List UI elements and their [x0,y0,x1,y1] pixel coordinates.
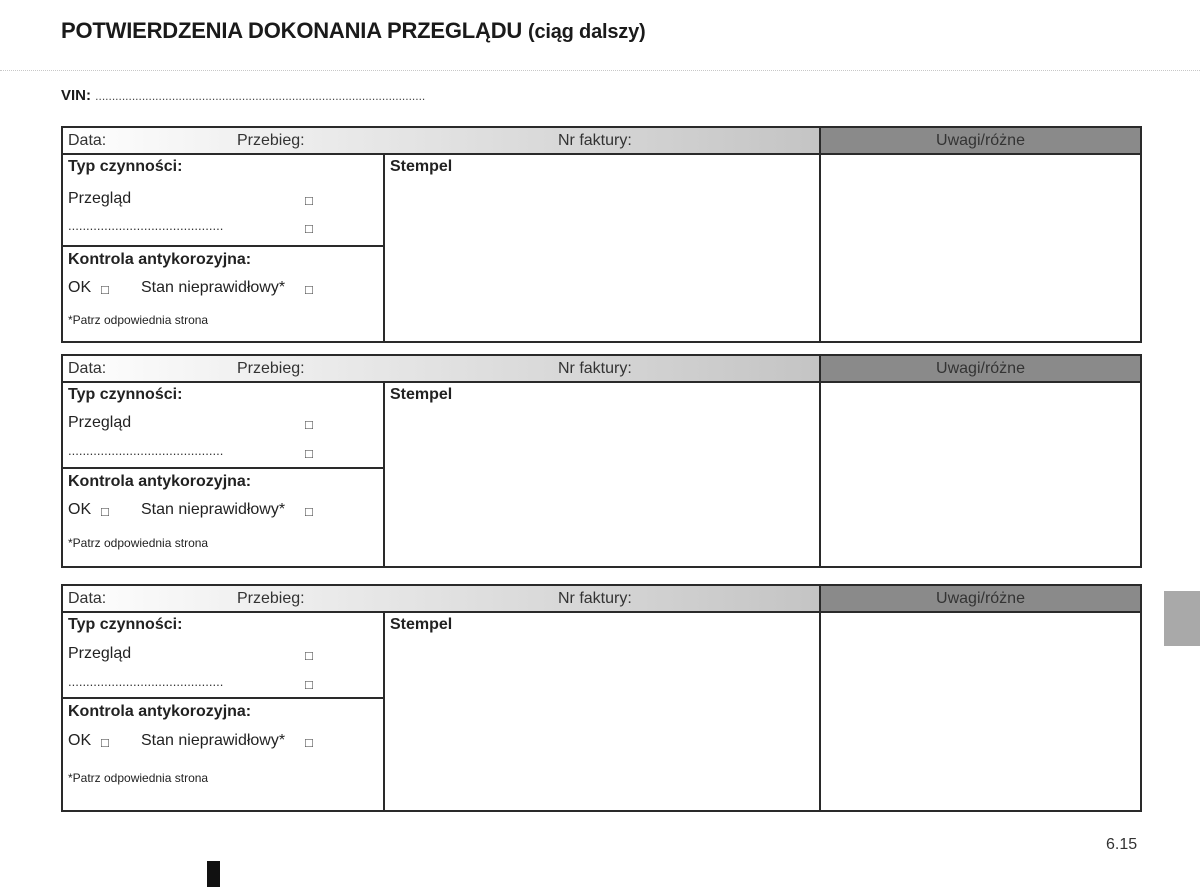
ok-checkbox[interactable]: □ [101,735,109,750]
section-divider [63,245,383,247]
ok-label: OK [68,279,92,296]
ok-label: OK [68,732,92,749]
typ-czynnosci-label: Typ czynności: [68,616,183,633]
ok-label: OK [68,501,92,518]
section-divider [63,467,383,469]
other-activity-blank: ........................................... [68,443,224,458]
przeglad-label: Przegląd [68,645,132,662]
stamp-column [385,155,821,341]
card-header [63,128,1140,155]
stan-checkbox[interactable]: □ [305,504,313,519]
footnote: *Patrz odpowiednia strona [68,313,209,327]
page-title [61,18,645,44]
nr-faktury-label: Nr faktury: [558,360,632,377]
other-activity-blank: ........................................... [68,674,224,689]
footnote: *Patrz odpowiednia strona [68,771,209,785]
stan-label: Stan nieprawidłowy* [141,279,286,296]
kontrola-label: Kontrola antykorozyjna: [68,703,252,720]
remarks-column[interactable] [821,383,1140,566]
uwagi-label: Uwagi/różne [936,590,1025,607]
service-card-1 [61,126,1142,343]
przeglad-checkbox[interactable]: □ [305,417,313,432]
przebieg-label: Przebieg: [237,590,305,607]
stan-checkbox[interactable]: □ [305,282,313,297]
other-activity-blank: ........................................... [68,218,224,233]
typ-czynnosci-label: Typ czynności: [68,158,183,175]
przeglad-checkbox[interactable]: □ [305,648,313,663]
nr-faktury-label: Nr faktury: [558,132,632,149]
other-activity-checkbox[interactable]: □ [305,677,313,692]
vin-label: VIN: [61,87,91,104]
kontrola-label: Kontrola antykorozyjna: [68,251,252,268]
vin-blank: ................................................................................................... [95,89,426,103]
vin-field [61,87,425,104]
page-number: 6.15 [1106,836,1138,853]
przeglad-label: Przegląd [68,190,132,207]
other-activity-checkbox[interactable]: □ [305,446,313,461]
przeglad-label: Przegląd [68,414,132,431]
przebieg-label: Przebieg: [237,132,305,149]
ok-checkbox[interactable]: □ [101,504,109,519]
section-thumb-tab [1164,591,1200,646]
data-label: Data: [68,590,107,607]
stan-checkbox[interactable]: □ [305,735,313,750]
stamp-column [385,613,821,810]
service-card-3 [61,584,1142,812]
title-sub: (ciąg dalszy) [528,21,646,43]
card-header [63,356,1140,383]
section-divider [63,697,383,699]
remarks-column[interactable] [821,155,1140,341]
stan-label: Stan nieprawidłowy* [141,501,286,518]
typ-czynnosci-label: Typ czynności: [68,386,183,403]
uwagi-label: Uwagi/różne [936,132,1025,149]
remarks-column[interactable] [821,613,1140,810]
card-header [63,586,1140,613]
binding-mark [207,861,220,887]
przebieg-label: Przebieg: [237,360,305,377]
stempel-label: Stempel [390,386,453,403]
stamp-column [385,383,821,566]
nr-faktury-label: Nr faktury: [558,590,632,607]
activity-column [63,613,385,810]
ok-checkbox[interactable]: □ [101,282,109,297]
stan-label: Stan nieprawidłowy* [141,732,286,749]
title-main: POTWIERDZENIA DOKONANIA PRZEGLĄDU [61,18,523,43]
kontrola-label: Kontrola antykorozyjna: [68,473,252,490]
data-label: Data: [68,132,107,149]
service-card-2 [61,354,1142,568]
stempel-label: Stempel [390,158,453,175]
other-activity-checkbox[interactable]: □ [305,221,313,236]
przeglad-checkbox[interactable]: □ [305,193,313,208]
data-label: Data: [68,360,107,377]
activity-column [63,155,385,341]
activity-column [63,383,385,566]
title-divider [0,70,1200,71]
footnote: *Patrz odpowiednia strona [68,536,209,550]
uwagi-label: Uwagi/różne [936,360,1025,377]
stempel-label: Stempel [390,616,453,633]
